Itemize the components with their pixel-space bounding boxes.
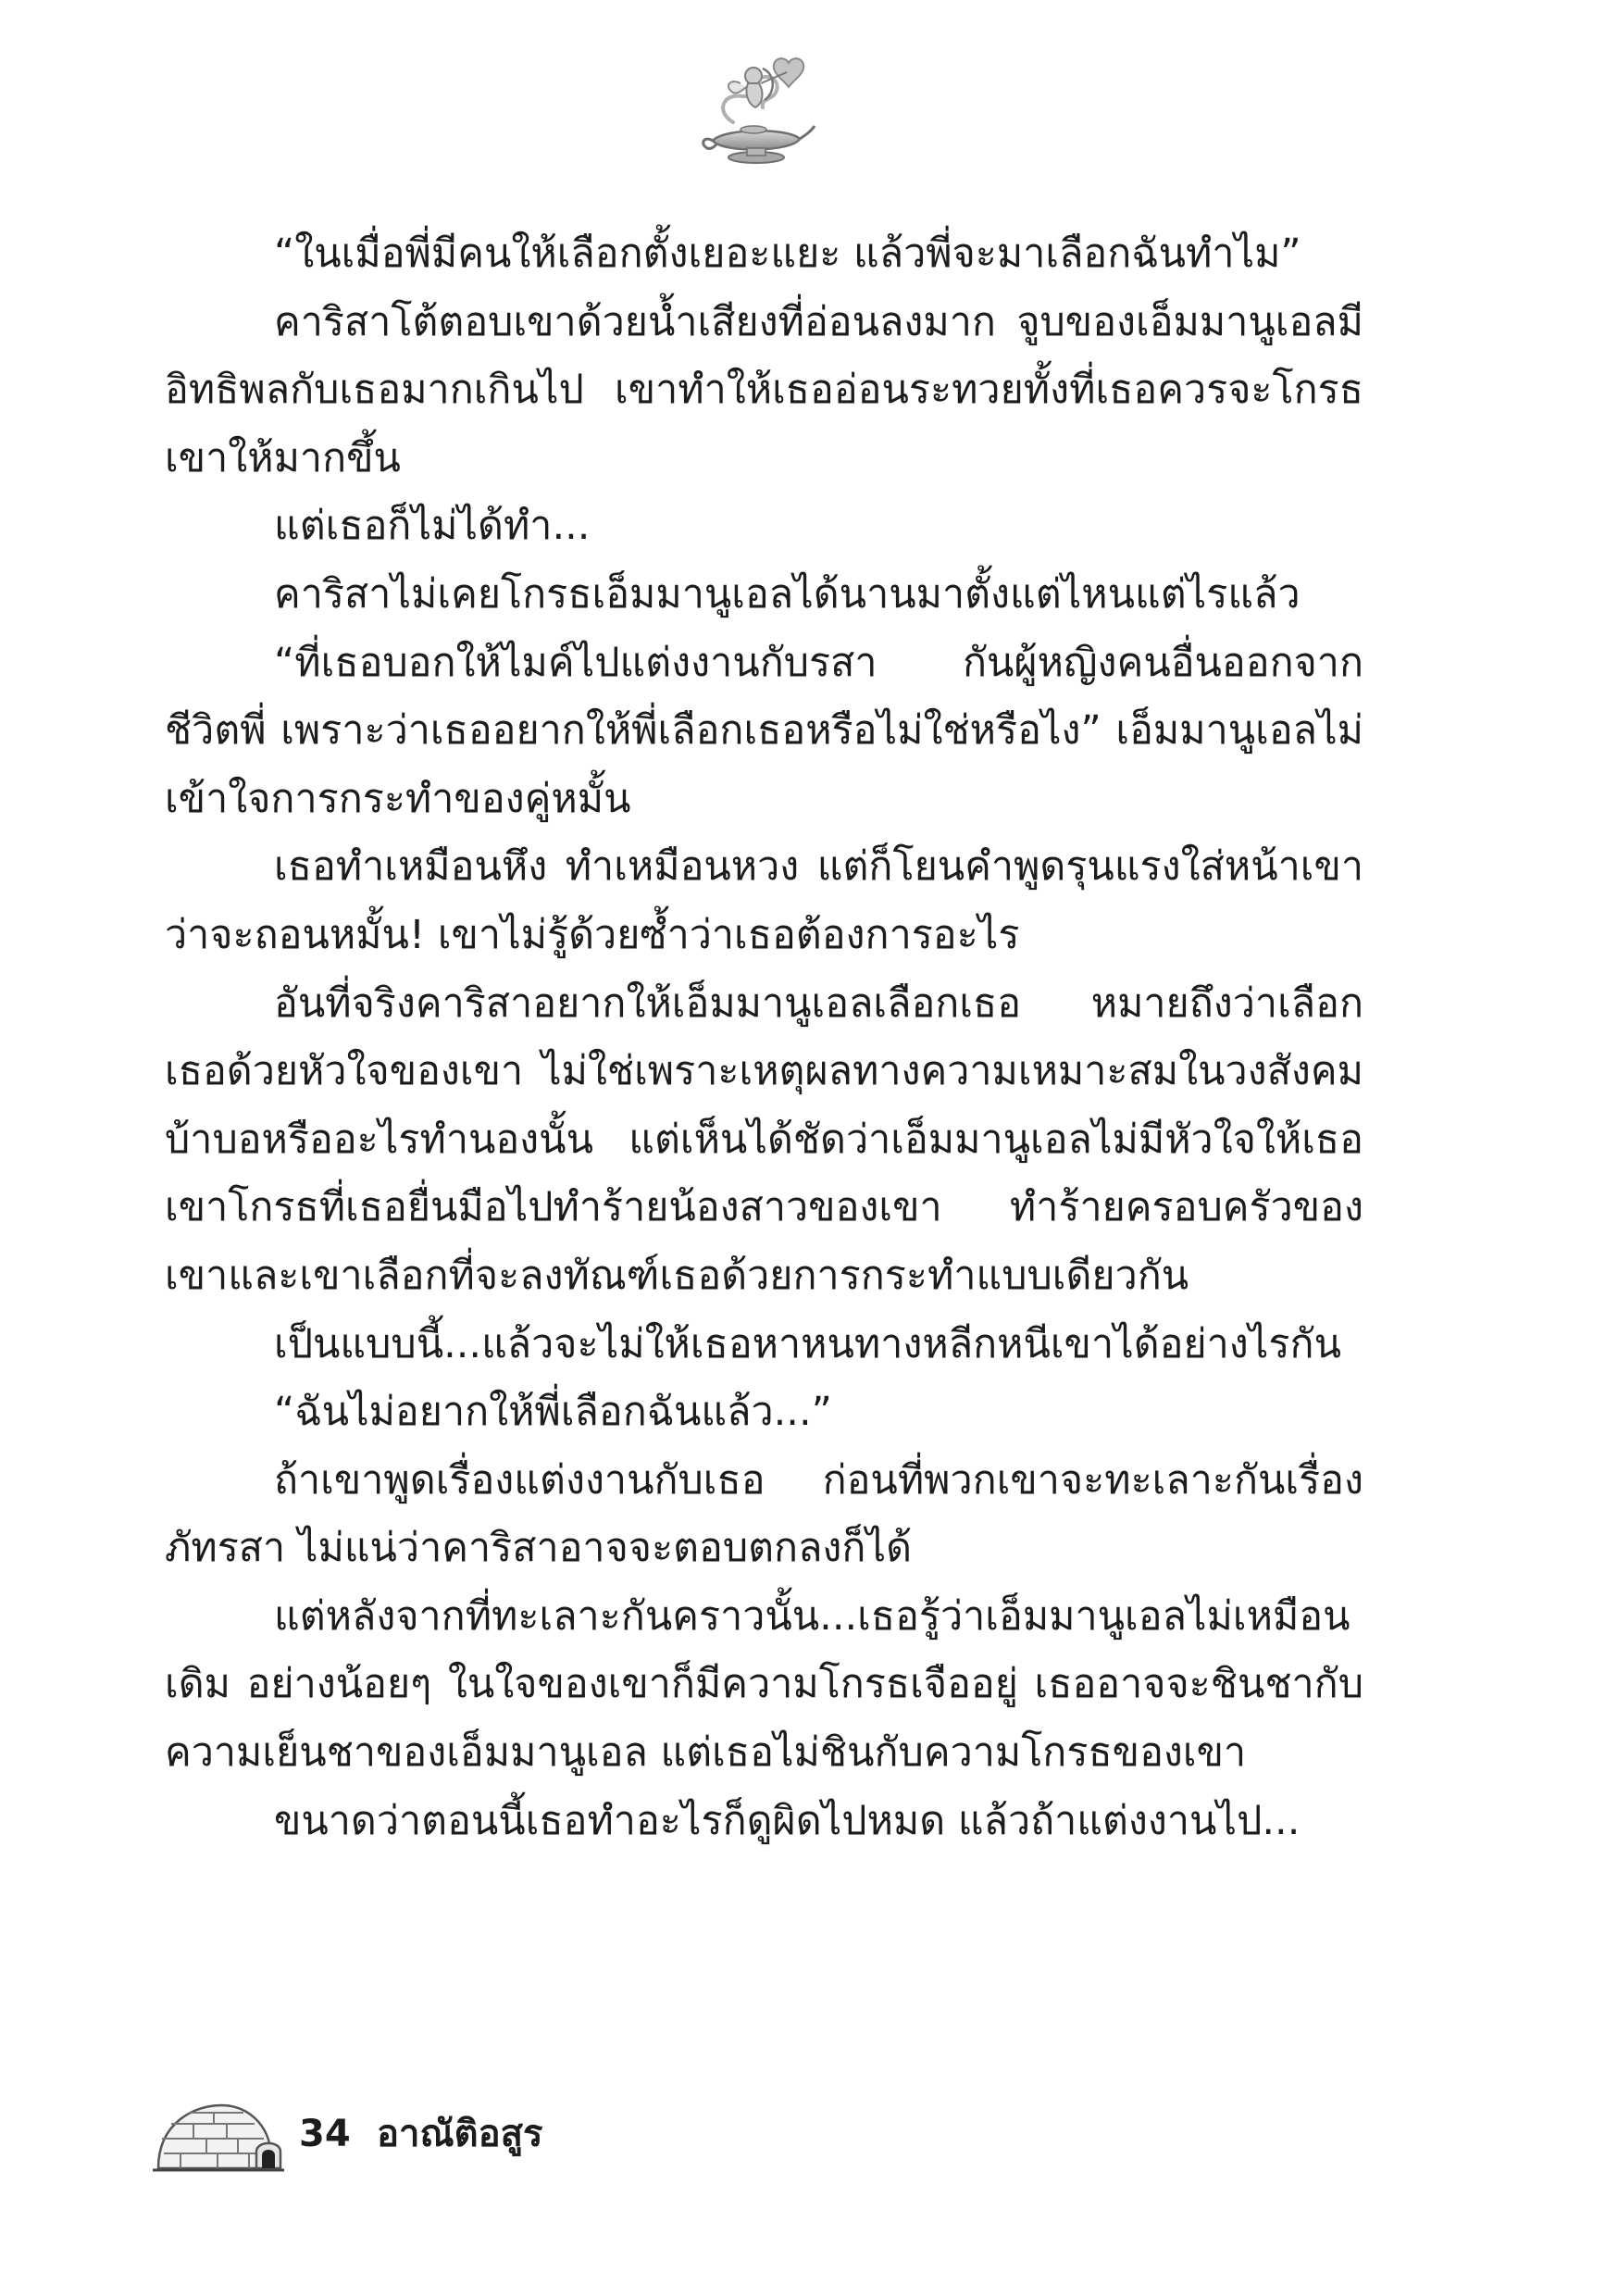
body-text xyxy=(165,220,1363,1855)
paragraph: “ฉันไม่อยากให้พี่เลือกฉันแล้ว...” xyxy=(274,1389,832,1436)
paragraph: แต่หลังจากที่ทะเลาะกันคราวนั้น...เธอรู้ว่าเอ็มมานูเอลไม่เหมือนเดิม อย่างน้อยๆ ในใจของเขาก็มีความโกรธเจืออยู่ เธออาจจะชินชากับความเย็นชาของเอ็มมานูเอล แต่เธอไม่ชินกับความโกรธของเขา xyxy=(165,1592,1363,1777)
cupid-magic-lamp-icon xyxy=(696,56,816,168)
page-number: 34 xyxy=(299,2113,351,2155)
paragraph: เป็นแบบนี้...แล้วจะไม่ให้เธอหาหนทางหลีกหนีเขาได้อย่างไรกัน xyxy=(274,1320,1341,1367)
paragraph: เธอทำเหมือนหึง ทำเหมือนหวง แต่ก็โยนคำพูดรุนแรงใส่หน้าเขาว่าจะถอนหมั้น! เขาไม่รู้ด้วยซ้ำว่าเธอต้องการอะไร xyxy=(165,843,1363,958)
paragraph: “ที่เธอบอกให้ไมค์ไปแต่งงานกับรสา กันผู้หญิงคนอื่นออกจากชีวิตพี่ เพราะว่าเธออยากให้พี่เลือกเธอหรือไม่ใช่หรือไง” เอ็มมานูเอลไม่เข้าใจการกระทำของคู่หมั้น xyxy=(165,639,1363,822)
igloo-icon xyxy=(153,2100,284,2174)
paragraph: “ในเมื่อพี่มีคนให้เลือกตั้งเยอะแยะ แล้วพี่จะมาเลือกฉันทำไม” xyxy=(274,231,1301,277)
paragraph: ถ้าเขาพูดเรื่องแต่งงานกับเธอ ก่อนที่พวกเขาจะทะเลาะกันเรื่องภัทรสา ไม่แน่ว่าคาริสาอาจจะตอบตกลงก็ได้ xyxy=(165,1456,1363,1572)
paragraph: คาริสาไม่เคยโกรธเอ็มมานูเอลได้นานมาตั้งแต่ไหนแต่ไรแล้ว xyxy=(274,570,1301,618)
page-footer xyxy=(153,2094,801,2177)
paragraph: ขนาดว่าตอนนี้เธอทำอะไรก็ดูผิดไปหมด แล้วถ้าแต่งงานไป... xyxy=(274,1797,1301,1844)
book-title: อาณัติอสูร xyxy=(377,2113,543,2155)
paragraph: คาริสาโต้ตอบเขาด้วยน้ำเสียงที่อ่อนลงมาก จูบของเอ็มมานูเอลมีอิทธิพลกับเธอมากเกินไป เขาทำให้เธออ่อนระทวยทั้งที่เธอควรจะโกรธเขาให้มากขึ้น xyxy=(165,298,1363,481)
paragraph: แต่เธอก็ไม่ได้ทำ... xyxy=(274,503,591,550)
paragraph: อันที่จริงคาริสาอยากให้เอ็มมานูเอลเลือกเธอ หมายถึงว่าเลือกเธอด้วยหัวใจของเขา ไม่ใช่เพราะเหตุผลทางความเหมาะสมในวงสังคมบ้าบอหรืออะไรทำนองนั้น แต่เห็นได้ชัดว่าเอ็มมานูเอลไม่มีหัวใจให้เธอเขาโกรธที่เธอยื่นมือไปทำร้ายน้องสาวของเขา ทำร้ายครอบครัวของเขาและเขาเลือกที่จะลงทัณฑ์เธอด้วยการกระทำแบบเดียวกัน xyxy=(165,980,1363,1299)
